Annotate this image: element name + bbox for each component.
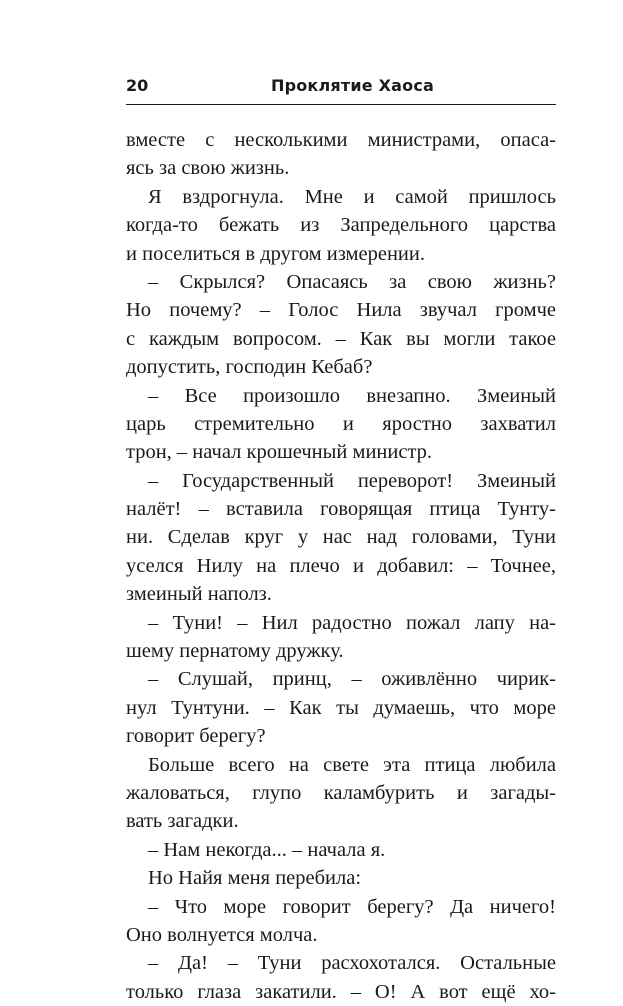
text-line: Но Найя меня перебила: [148, 867, 362, 890]
text-line: Я вздрогнула. Мне и самой пришлось [148, 185, 556, 208]
text-line: – Что море говорит берегу? Да ничего! [148, 895, 556, 918]
text-line: Но почему? – Голос Нила звучал громче [126, 299, 556, 322]
body-text [126, 126, 556, 1006]
text-line: нул Тунтуни. – Как ты думаешь, что море [126, 696, 556, 719]
running-title: Проклятие Хаоса [271, 76, 434, 95]
header-rule [126, 104, 556, 105]
text-line: царь стремительно и яростно захватил [126, 412, 556, 435]
text-line: с каждым вопросом. – Как вы могли такое [126, 327, 556, 350]
text-line: – Скрылся? Опасаясь за свою жизнь? [148, 270, 556, 293]
text-line: вать загадки. [126, 810, 239, 833]
text-line: Оно волнуется молча. [126, 923, 318, 946]
page-number: 20 [126, 76, 149, 95]
text-line: – Нам некогда... – начала я. [148, 838, 386, 861]
text-line: только глаза закатили. – О! А вот ещё хо- [126, 980, 556, 1003]
text-line: трон, – начал крошечный министр. [126, 441, 433, 464]
text-line: – Слушай, принц, – оживлённо чирик- [148, 668, 556, 691]
text-line: уселся Нилу на плечо и добавил: – Точнее, [126, 554, 556, 577]
text-line: налёт! – вставила говорящая птица Тунту- [126, 498, 556, 521]
text-line: – Да! – Туни расхохотался. Остальные [148, 952, 556, 975]
text-line: вместе с несколькими министрами, опаса- [126, 129, 556, 151]
text-line: когда-то бежать из Запредельного царства [126, 214, 556, 237]
text-line: – Туни! – Нил радостно пожал лапу на- [148, 611, 556, 634]
text-line: жаловаться, глупо каламбурить и загады- [126, 781, 556, 804]
text-line: ни. Сделав круг у нас над головами, Туни [126, 526, 556, 549]
text-line: шему пернатому дружку. [126, 640, 344, 663]
text-line: говорит берегу? [126, 725, 266, 748]
text-line: – Все произошло внезапно. Змеиный [148, 384, 556, 407]
text-line: Больше всего на свете эта птица любила [148, 753, 556, 776]
text-line: ясь за свою жизнь. [126, 157, 290, 180]
text-line: змеиный наполз. [126, 583, 272, 606]
text-line: допустить, господин Кебаб? [126, 356, 373, 379]
text-line: и поселиться в другом измерении. [126, 242, 425, 265]
running-head [126, 72, 556, 102]
text-line: – Государственный переворот! Змеиный [148, 469, 556, 492]
